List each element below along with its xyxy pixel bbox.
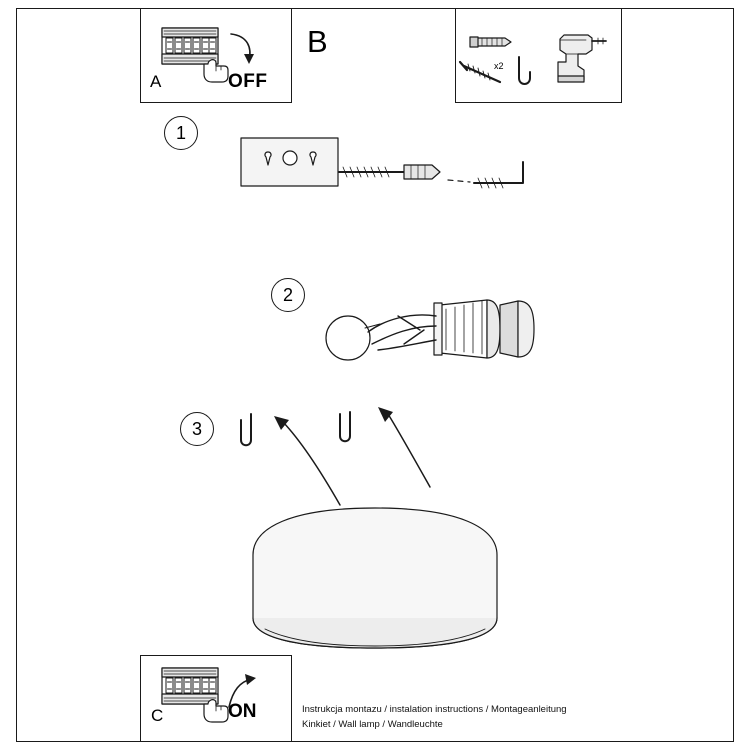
footer-text-block [302,702,567,732]
switch-on-label: ON [228,701,257,722]
footer-line-2: Kinkiet / Wall lamp / Wandleuchte [302,719,443,730]
panel-c [140,655,292,742]
panel-a [140,8,292,103]
panel-a-label: A [150,72,162,91]
panel-tools [455,8,622,103]
quantity-label: x2 [494,61,504,71]
sheet-outer-border [16,8,734,742]
footer-line-1: Instrukcja montazu / instalation instructions / Montageanleitung [302,704,567,715]
step-number-1: 1 [164,116,198,150]
panel-b-label: B [307,24,328,59]
step-number-3: 3 [180,412,214,446]
switch-off-label: OFF [228,71,268,92]
panel-c-label: C [151,706,164,725]
step-number-2: 2 [271,278,305,312]
